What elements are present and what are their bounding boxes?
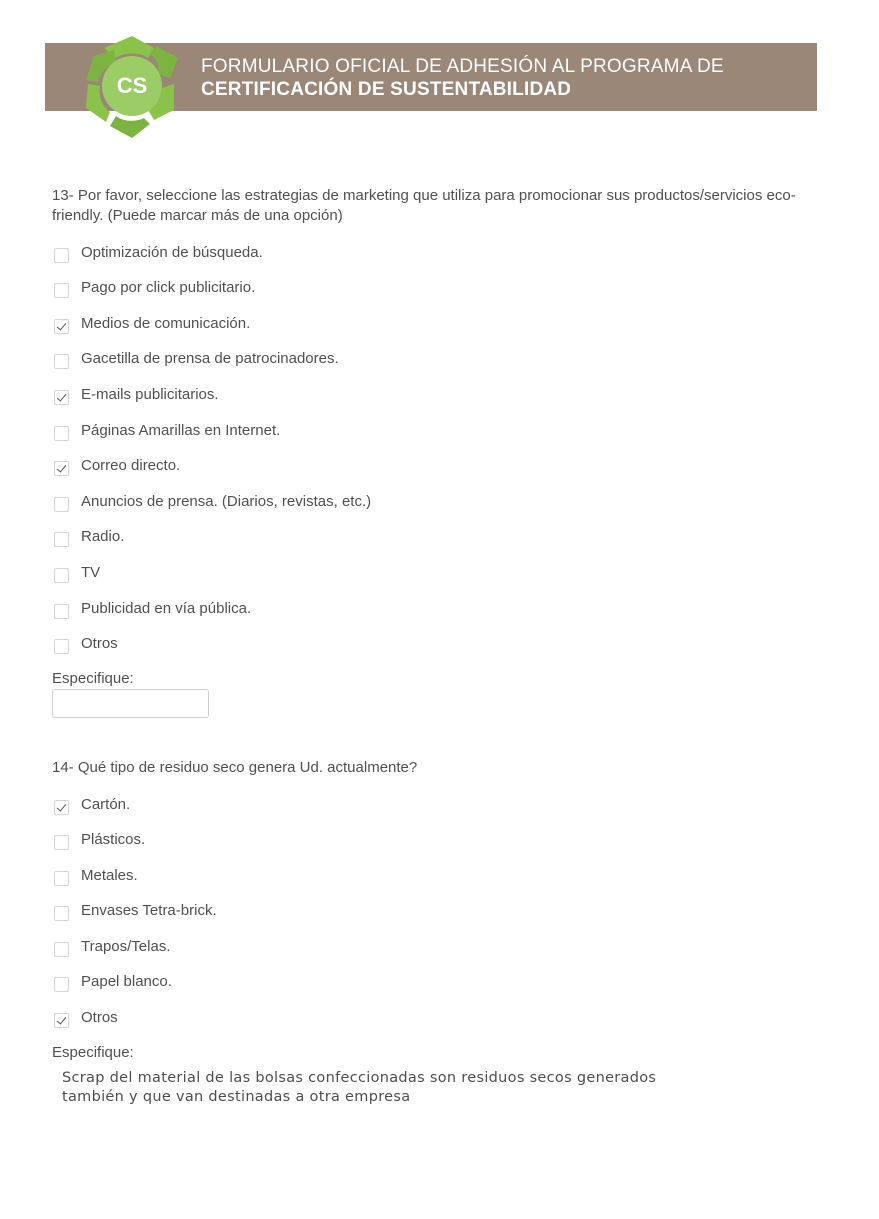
q13-option[interactable] <box>54 312 250 334</box>
checkbox[interactable] <box>54 283 69 298</box>
question-14-specify-label: Especifique: <box>52 1044 134 1061</box>
option-label: Otros <box>81 635 118 653</box>
q13-option[interactable] <box>54 633 118 655</box>
checkbox[interactable] <box>54 497 69 512</box>
option-label: Cartón. <box>81 795 131 813</box>
checkbox-checked[interactable] <box>54 319 69 334</box>
checkbox[interactable] <box>54 354 69 369</box>
q14-option[interactable] <box>54 864 138 886</box>
logo-text: CS <box>116 73 148 98</box>
checkbox[interactable] <box>54 248 69 263</box>
option-label: Publicidad en vía pública. <box>81 599 252 617</box>
question-14-title: 14- Qué tipo de residuo seco genera Ud. actualmente? <box>52 759 418 776</box>
option-label: Anuncios de prensa. (Diarios, revistas, etc.) <box>81 492 372 510</box>
form-title-line1: FORMULARIO OFICIAL DE ADHESIÓN AL PROGRAMA DE <box>201 56 724 77</box>
q13-option[interactable] <box>54 383 219 405</box>
checkbox-checked[interactable] <box>54 1013 69 1028</box>
checkbox[interactable] <box>54 942 69 957</box>
q14-option[interactable] <box>54 935 170 957</box>
form-title-line2: CERTIFICACIÓN DE SUSTENTABILIDAD <box>201 79 572 100</box>
checkbox[interactable] <box>54 604 69 619</box>
checkbox[interactable] <box>54 532 69 547</box>
checkbox[interactable] <box>54 639 69 654</box>
q14-option[interactable] <box>54 829 145 851</box>
option-label: Optimización de búsqueda. <box>81 243 263 261</box>
question-14-specify-answer[interactable]: Scrap del material de las bolsas confeccionadas son residuos secos generados también y que van destinadas a otra empresa <box>62 1070 657 1105</box>
q14-option[interactable] <box>54 793 130 815</box>
checkbox-checked[interactable] <box>54 461 69 476</box>
q13-option[interactable] <box>54 277 255 299</box>
option-label: Medios de comunicación. <box>81 314 251 332</box>
question-13-title: 13- Por favor, seleccione las estrategias de marketing que utiliza para promocionar sus productos/servicios eco-friendly. (Puede marcar más de una opción) <box>52 187 796 224</box>
option-label: Metales. <box>81 866 138 884</box>
option-label: Plásticos. <box>81 831 146 848</box>
question-13-specify-input[interactable] <box>52 689 209 718</box>
q13-option[interactable] <box>54 419 280 441</box>
option-label: Pago por click publicitario. <box>81 279 256 297</box>
checkbox[interactable] <box>54 906 69 921</box>
option-label: Gacetilla de prensa de patrocinadores. <box>81 350 339 368</box>
q13-option[interactable] <box>54 597 251 619</box>
option-label: TV <box>81 563 101 581</box>
q14-option[interactable] <box>54 900 217 922</box>
checkbox[interactable] <box>54 835 69 850</box>
q13-option[interactable] <box>54 526 124 548</box>
q13-option[interactable] <box>54 561 100 583</box>
option-label: Envases Tetra-brick. <box>81 902 217 919</box>
q14-option[interactable] <box>54 1006 118 1028</box>
q13-option[interactable] <box>54 348 339 370</box>
checkbox[interactable] <box>54 871 69 886</box>
q13-option[interactable] <box>54 490 371 512</box>
q13-option[interactable] <box>54 241 263 263</box>
option-label: Papel blanco. <box>81 973 172 990</box>
option-label: Páginas Amarillas en Internet. <box>81 421 281 439</box>
checkbox[interactable] <box>54 568 69 583</box>
recycle-logo <box>74 28 190 144</box>
question-13-specify-label: Especifique: <box>52 670 134 687</box>
q13-option[interactable] <box>54 455 180 477</box>
form-title <box>201 55 724 101</box>
checkbox[interactable] <box>54 426 69 441</box>
q14-option[interactable] <box>54 971 172 993</box>
option-label: Correo directo. <box>81 457 181 475</box>
checkbox-checked[interactable] <box>54 390 69 405</box>
option-label: Otros <box>81 1008 118 1026</box>
option-label: Radio. <box>81 528 125 546</box>
checkbox[interactable] <box>54 977 69 992</box>
checkbox-checked[interactable] <box>54 800 69 815</box>
option-label: Trapos/Telas. <box>81 937 171 955</box>
option-label: E-mails publicitarios. <box>81 385 219 403</box>
